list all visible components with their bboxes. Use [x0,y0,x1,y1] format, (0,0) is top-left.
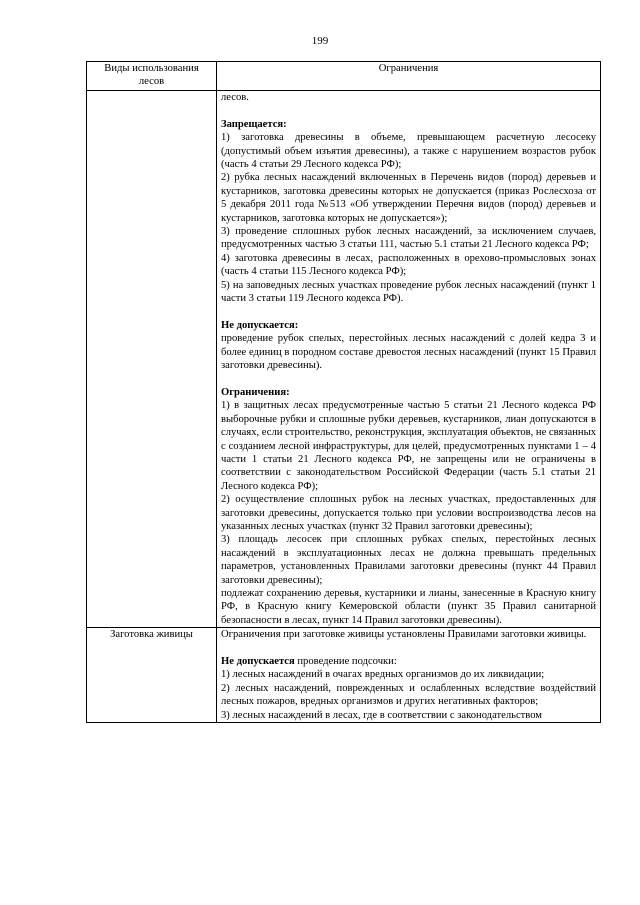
restrictions-cell [217,91,601,628]
restriction-paragraph [221,682,596,709]
restriction-paragraph [221,131,596,171]
use-type-cell: Заготовка живицы [87,628,217,723]
paragraph-text: 3) площадь лесосек при сплошных рубках спелых, перестойных лесных насаждений в эксплуатационных лесах не должна превышать предельных параметров, установленных Правилами заготовки древесины (пункт 44 Правил заготовки древесины); [221,534,596,586]
paragraph-text: 3) лесных насаждений в лесах, где в соответствии с законодательством [221,709,543,721]
restriction-paragraph [221,587,596,627]
restriction-paragraph [221,225,596,252]
header-restrictions: Ограничения [217,62,601,91]
restriction-paragraph [221,279,596,306]
restriction-paragraph [221,533,596,587]
section-heading: Запрещается: [221,118,287,130]
restriction-paragraph [221,118,596,131]
restrictions-table [86,61,601,723]
table-header-row [87,62,601,91]
restriction-paragraph [221,91,596,104]
paragraph-text: 5) на заповедных лесных участках проведение рубок лесных насаждений (пункт 1 части 3 статьи 119 Лесного кодекса РФ). [221,279,596,305]
paragraph-text: 2) лесных насаждений, поврежденных и ослабленных вследствие воздействий лесных пожаров, вредных организмов и других негативных факторов; [221,682,596,708]
paragraph-text: лесов. [221,92,249,103]
paragraph-text: 1) лесных насаждений в очагах вредных организмов до их ликвидации; [221,669,545,681]
paragraph-text: подлежат сохранению деревья, кустарники и лианы, занесенные в Красную книгу РФ, в Красную книгу Кемеровской области (пункт 35 Правил санитарной безопасности в лесах, пункт 14 Правил заготовки древесины). [221,587,596,626]
restriction-paragraph [221,709,596,722]
table-row [87,628,601,723]
paragraph-gap [221,305,596,318]
paragraph-text: 2) осуществление сплошных рубок на лесных участках, предоставленных для заготовки древесины, допускается только при условии воспроизводства лесов на указанных лесных участках (пункт 32 Правил заготовки древесины); [221,494,596,532]
restriction-paragraph [221,386,596,399]
section-heading: Не допускается [221,656,295,667]
paragraph-text: проведение подсочки: [294,656,397,667]
section-heading: Ограничения: [221,386,290,398]
restriction-paragraph [221,332,596,372]
restriction-paragraph [221,252,596,279]
paragraph-text: 1) заготовка древесины в объеме, превышающем расчетную лесосеку (допустимый объем изъятия древесины), а также с нарушением возрастов рубок (часть 4 статьи 29 Лесного кодекса РФ); [221,132,596,171]
table-row [87,91,601,628]
paragraph-text: 2) рубка лесных насаждений включенных в Перечень видов (пород) деревьев и кустарников, заготовка древесины которых не допускается (приказ Рослесхоза от 5 декабря 2011 года №513 «Об утверждении Перечня видов (пород) деревьев и кустарников, заготовка которых не допускается»); [221,172,596,224]
paragraph-gap [221,642,596,655]
header-use-type: Виды использования лесов [87,62,217,91]
paragraph-text: 4) заготовка древесины в лесах, расположенных в орехово-промысловых зонах (часть 4 статьи 115 Лесного кодекса РФ); [221,252,596,278]
restriction-paragraph [221,399,596,493]
restrictions-cell [217,628,601,723]
restriction-paragraph [221,655,596,668]
paragraph-text: проведение рубок спелых, перестойных лесных насаждений с долей кедра 3 и более единиц в породном составе древостоя лесных насаждений (пункт 15 Правил заготовки древесины). [221,333,596,372]
paragraph-text: Ограничения при заготовке живицы установлены Правилами заготовки живицы. [221,629,587,641]
paragraph-gap [221,104,596,117]
paragraph-text: 3) проведение сплошных рубок лесных насаждений, за исключением случаев, предусмотренных частью 3 статьи 111, частью 5.1 статьи 21 Лесного кодекса РФ; [221,226,596,251]
section-heading: Не допускается: [221,319,299,331]
paragraph-text: 1) в защитных лесах предусмотренные частью 5 статьи 21 Лесного кодекса РФ выборочные рубки и сплошные рубки деревьев, кустарников, лиан допускаются в случаях, если строительство, реконструкция, эксплуатация объектов, не связанных с созданием лесной инфраструктуры, для целей, предусмотренных пунктами 1 – 4 части 1 статьи 21 Лесного кодекса РФ, не запрещены или не ограничены в соответствии с законодательством Российской Федерации (часть 5.1 статьи 21 Лесного кодекса РФ); [221,400,597,492]
restriction-paragraph [221,171,596,225]
restriction-paragraph [221,493,596,533]
use-type-cell [87,91,217,628]
restriction-paragraph [221,319,596,332]
page-number: 199 [311,35,329,47]
restriction-paragraph [221,628,596,641]
restriction-paragraph [221,668,596,681]
paragraph-gap [221,373,596,386]
